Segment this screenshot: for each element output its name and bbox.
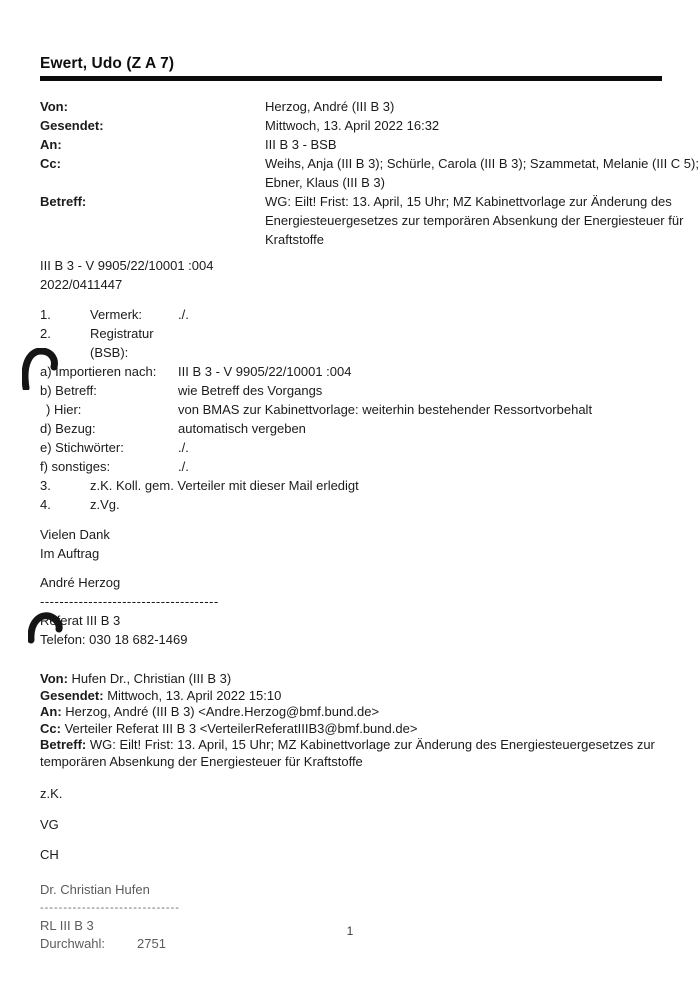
item-label: b) Betreff: bbox=[40, 383, 97, 398]
closing-line: Vielen Dank bbox=[40, 527, 110, 542]
document-content bbox=[40, 55, 699, 953]
item-label: Vermerk: bbox=[90, 307, 143, 322]
signature-block-herzog bbox=[40, 573, 662, 649]
quoted-body-line: VG bbox=[40, 816, 59, 832]
item-number: 1. bbox=[40, 307, 51, 322]
field-label: Cc: bbox=[40, 720, 61, 736]
quoted-field-cc bbox=[40, 721, 662, 738]
list-item bbox=[40, 324, 662, 362]
list-item bbox=[40, 457, 662, 476]
signature-block-hufen bbox=[40, 881, 662, 953]
field-value-line: Herzog, André (III B 3) bbox=[265, 99, 395, 114]
list-item bbox=[40, 305, 662, 324]
item-value: von BMAS zur Kabinettvorlage: weiterhin bestehender Ressortvorbehalt bbox=[178, 402, 593, 417]
field-label: Von: bbox=[40, 671, 68, 686]
field-label-von: Von: bbox=[40, 99, 68, 114]
field-value-line: Kraftstoffe bbox=[265, 232, 325, 247]
item-value: automatisch vergeben bbox=[178, 421, 306, 436]
field-value: WG: Eilt! Frist: 13. April, 15 Uhr; MZ Kabinettvorlage zur Änderung des Energiesteuergesetzes zur bbox=[89, 737, 655, 752]
item-label: d) Bezug: bbox=[40, 421, 96, 436]
field-value-line: Energiesteuergesetzes zur temporären Absenkung der Energiesteuer für bbox=[265, 213, 684, 228]
field-value: temporären Absenkung der Energiesteuer für Kraftstoffe bbox=[40, 753, 363, 769]
phone-label: Durchwahl: bbox=[40, 935, 106, 951]
file-reference-line: III B 3 - V 9905/22/10001 :004 bbox=[40, 258, 214, 273]
list-item bbox=[40, 476, 662, 495]
field-label: An: bbox=[40, 704, 62, 719]
item-value: III B 3 - V 9905/22/10001 :004 bbox=[178, 364, 352, 379]
list-item bbox=[40, 362, 662, 381]
field-value-line: WG: Eilt! Frist: 13. April, 15 Uhr; MZ Kabinettvorlage zur Änderung des bbox=[265, 194, 672, 209]
signature-phone: Telefon: 030 18 682-1469 bbox=[40, 632, 188, 647]
file-reference-line: 2022/0411447 bbox=[40, 277, 123, 292]
field-label: Gesendet: bbox=[40, 687, 104, 703]
item-value: wie Betreff des Vorgangs bbox=[178, 383, 323, 398]
signature-divider: ------------------------------ bbox=[40, 901, 180, 914]
field-label-an: An: bbox=[40, 137, 62, 152]
page-number: 1 bbox=[346, 924, 354, 938]
field-value: Hufen Dr., Christian (III B 3) bbox=[71, 671, 232, 686]
quoted-field-gesendet bbox=[40, 688, 662, 705]
signature-role: RL III B 3 bbox=[40, 917, 94, 933]
item-label: z.Vg. bbox=[90, 497, 120, 512]
list-item bbox=[40, 419, 662, 438]
item-value: ./. bbox=[178, 307, 189, 322]
field-value-an bbox=[265, 135, 699, 154]
item-label: z.K. Koll. gem. Verteiler mit dieser Mail erledigt bbox=[90, 478, 359, 493]
signature-divider: ------------------------------------- bbox=[40, 594, 219, 609]
field-value-line: III B 3 - BSB bbox=[265, 137, 337, 152]
list-item bbox=[40, 381, 662, 400]
item-number: 2. bbox=[40, 326, 51, 341]
field-label: Betreff: bbox=[40, 737, 87, 752]
field-value: Mittwoch, 13. April 2022 15:10 bbox=[107, 687, 282, 703]
item-number: 4. bbox=[40, 497, 51, 512]
closing-line: Im Auftrag bbox=[40, 546, 100, 561]
phone-value: 2751 bbox=[137, 935, 166, 951]
signature-unit: Referat III B 3 bbox=[40, 613, 121, 628]
item-value: ./. bbox=[178, 440, 189, 455]
field-value-betreff bbox=[265, 192, 699, 249]
item-label: a) Importieren nach: bbox=[40, 364, 157, 379]
list-item bbox=[40, 438, 662, 457]
closing-block bbox=[40, 525, 662, 563]
quoted-field-von bbox=[40, 671, 662, 688]
quoted-field-an bbox=[40, 704, 662, 721]
signature-name: Dr. Christian Hufen bbox=[40, 881, 150, 897]
signature-name: André Herzog bbox=[40, 575, 121, 590]
field-value-von bbox=[265, 97, 699, 116]
item-label: e) Stichwörter: bbox=[40, 440, 124, 455]
email1-header bbox=[40, 97, 699, 249]
pen-mark-icon bbox=[22, 348, 60, 390]
field-value-line: Mittwoch, 13. April 2022 16:32 bbox=[265, 118, 440, 133]
item-number: 3. bbox=[40, 478, 51, 493]
field-value-line: Ebner, Klaus (III B 3) bbox=[265, 175, 385, 190]
field-value-line: Weihs, Anja (III B 3); Schürle, Carola (III B 3); Szammetat, Melanie (III C 5); bbox=[265, 156, 699, 171]
pen-mark-icon bbox=[28, 612, 64, 644]
field-label-cc: Cc: bbox=[40, 156, 61, 171]
item-label: f) sonstiges: bbox=[40, 459, 111, 474]
field-label-gesendet: Gesendet: bbox=[40, 118, 104, 133]
field-value-cc bbox=[265, 154, 699, 192]
quoted-email-header bbox=[40, 671, 662, 953]
field-value: Herzog, André (III B 3) <Andre.Herzog@bmf.bund.de> bbox=[65, 704, 380, 719]
list-item bbox=[40, 400, 662, 419]
field-value-gesendet bbox=[265, 116, 699, 135]
registry-instruction-list bbox=[40, 305, 662, 514]
item-value: ./. bbox=[178, 459, 189, 474]
quoted-field-betreff-wrap bbox=[40, 754, 662, 771]
quoted-body-line: z.K. bbox=[40, 786, 63, 801]
quoted-field-betreff bbox=[40, 737, 662, 754]
file-reference-block bbox=[40, 256, 662, 294]
list-item bbox=[40, 495, 662, 514]
item-label: ) Hier: bbox=[46, 402, 82, 417]
quoted-body-line: CH bbox=[40, 847, 59, 862]
field-value: Verteiler Referat III B 3 <VerteilerReferatIIIB3@bmf.bund.de> bbox=[64, 720, 418, 736]
item-label: Registratur (BSB): bbox=[90, 326, 154, 360]
page-title: Ewert, Udo (Z A 7) bbox=[40, 55, 662, 81]
field-label-betreff: Betreff: bbox=[40, 194, 87, 209]
